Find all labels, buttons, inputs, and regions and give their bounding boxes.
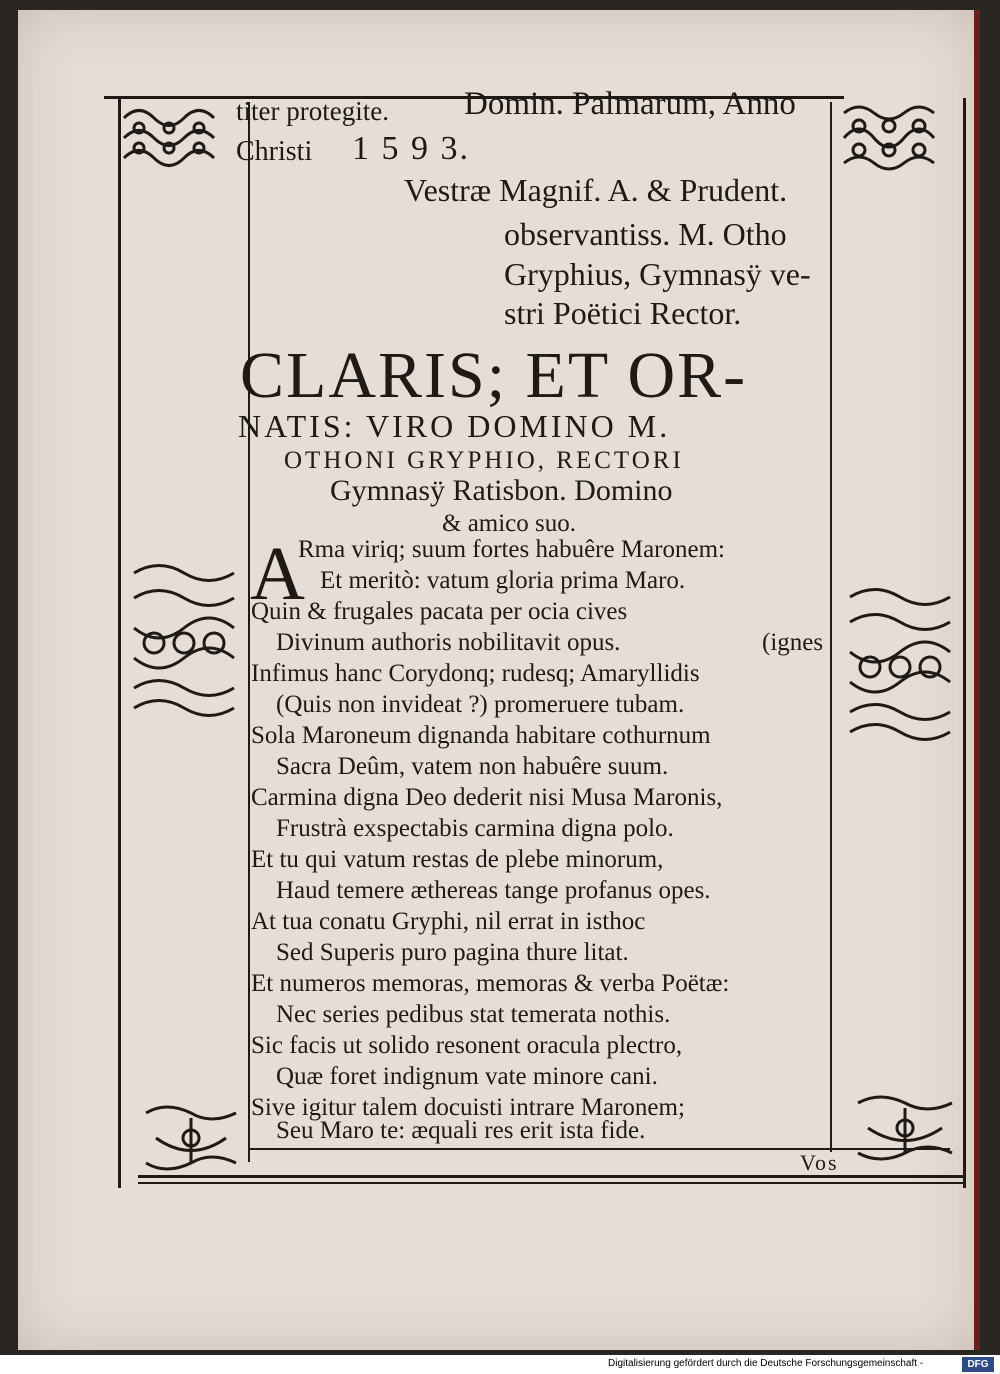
poem-line-6: (Quis non invideat ?) promeruere tubam. [276, 691, 685, 718]
frame-bottom-rule [138, 1175, 966, 1178]
poem-line-5: Infimus hanc Corydonq; rudesq; Amaryllidis [251, 660, 700, 687]
catchword: Vos [800, 1150, 839, 1175]
header-line2-word: Christi [236, 136, 313, 167]
poem-line-16: Nec series pedibus stat temerata nothis. [276, 1001, 671, 1028]
poem-line-20: Seu Maro te: æquali res erit ista fide. [276, 1117, 646, 1144]
signature-line-2: observantiss. M. Otho [504, 216, 787, 252]
poem-line-3: Quin & frugales pacata per ocia cives [251, 598, 628, 625]
poem-line-4: Divinum authoris nobilitavit opus. [276, 629, 621, 656]
left-middle-ornament-icon [124, 558, 244, 718]
poem-line-1: Rma viriq; suum fortes habuêre Maronem: [298, 536, 725, 563]
signature-line-4: stri Poëtici Rector. [504, 295, 742, 331]
header-line2-year: 1 5 9 3. [352, 130, 470, 167]
poem-line-15: Et numeros memoras, memoras & verba Poëtæ: [251, 970, 730, 997]
digitization-footer [0, 1355, 1000, 1374]
poem-line-11: Et tu qui vatum restas de plebe minorum, [251, 846, 664, 873]
top-left-ornament-icon [114, 98, 224, 178]
poem-line-10: Frustrà exspectabis carmina digna polo. [276, 815, 674, 842]
signature-line-1: Vestræ Magnif. A. & Prudent. [404, 172, 788, 208]
header-line1-left: titer protegite. [236, 96, 389, 126]
poem-line-7: Sola Maroneum dignanda habitare cothurnum [251, 722, 711, 749]
poem-turnover: (ignes [762, 629, 824, 656]
frame-inner-left-rule [248, 102, 250, 1162]
header-line1-right: Domin. Palmarum, Anno [464, 86, 796, 122]
footer-credit: Digitalisierung gefördert durch die Deutsche Forschungsgemeinschaft - [608, 1358, 924, 1369]
bottom-left-ornament-icon [136, 1098, 246, 1178]
right-middle-ornament-icon [840, 582, 960, 742]
poem-line-12: Haud temere æthereas tange profanus opes. [276, 877, 711, 904]
drop-cap-initial: A [250, 532, 305, 616]
book-page [18, 10, 980, 1350]
signature-line-3: Gryphius, Gymnasÿ ve- [504, 256, 811, 292]
poem-line-19: Sive igitur talem docuisti intrare Maronem; [251, 1094, 685, 1121]
poem-line-17: Sic facis ut solido resonent oracula plectro, [251, 1032, 683, 1059]
dfg-logo: DFG [962, 1357, 994, 1372]
dedication-title-line-4: Gymnasÿ Ratisbon. Domino [330, 474, 673, 507]
bottom-right-ornament-icon [848, 1088, 963, 1168]
text-bottom-rule [250, 1148, 950, 1150]
poem-line-18: Quæ foret indignum vate minore cani. [276, 1063, 658, 1090]
dedication-title-line-1: CLARIS; ET OR- [240, 339, 748, 412]
dedication-title-line-5: & amico suo. [442, 510, 577, 537]
poem-line-8: Sacra Deûm, vatem non habuêre suum. [276, 753, 669, 780]
frame-bottom-rule-2 [138, 1182, 966, 1184]
poem-line-2: Et meritò: vatum gloria prima Maro. [320, 567, 686, 594]
poem-line-9: Carmina digna Deo dederit nisi Musa Maronis, [251, 784, 723, 811]
frame-left-rule [118, 98, 121, 1188]
frame-inner-right-rule [830, 102, 832, 1152]
top-right-ornament-icon [836, 98, 951, 178]
dedication-title-line-2: NATIS: VIRO DOMINO M. [238, 408, 671, 444]
poem-line-13: At tua conatu Gryphi, nil errat in isthoc [251, 908, 646, 935]
frame-right-rule [963, 98, 966, 1188]
poem-line-14: Sed Superis puro pagina thure litat. [276, 939, 629, 966]
dedication-title-line-3: OTHONI GRYPHIO, RECTORI [284, 447, 684, 474]
